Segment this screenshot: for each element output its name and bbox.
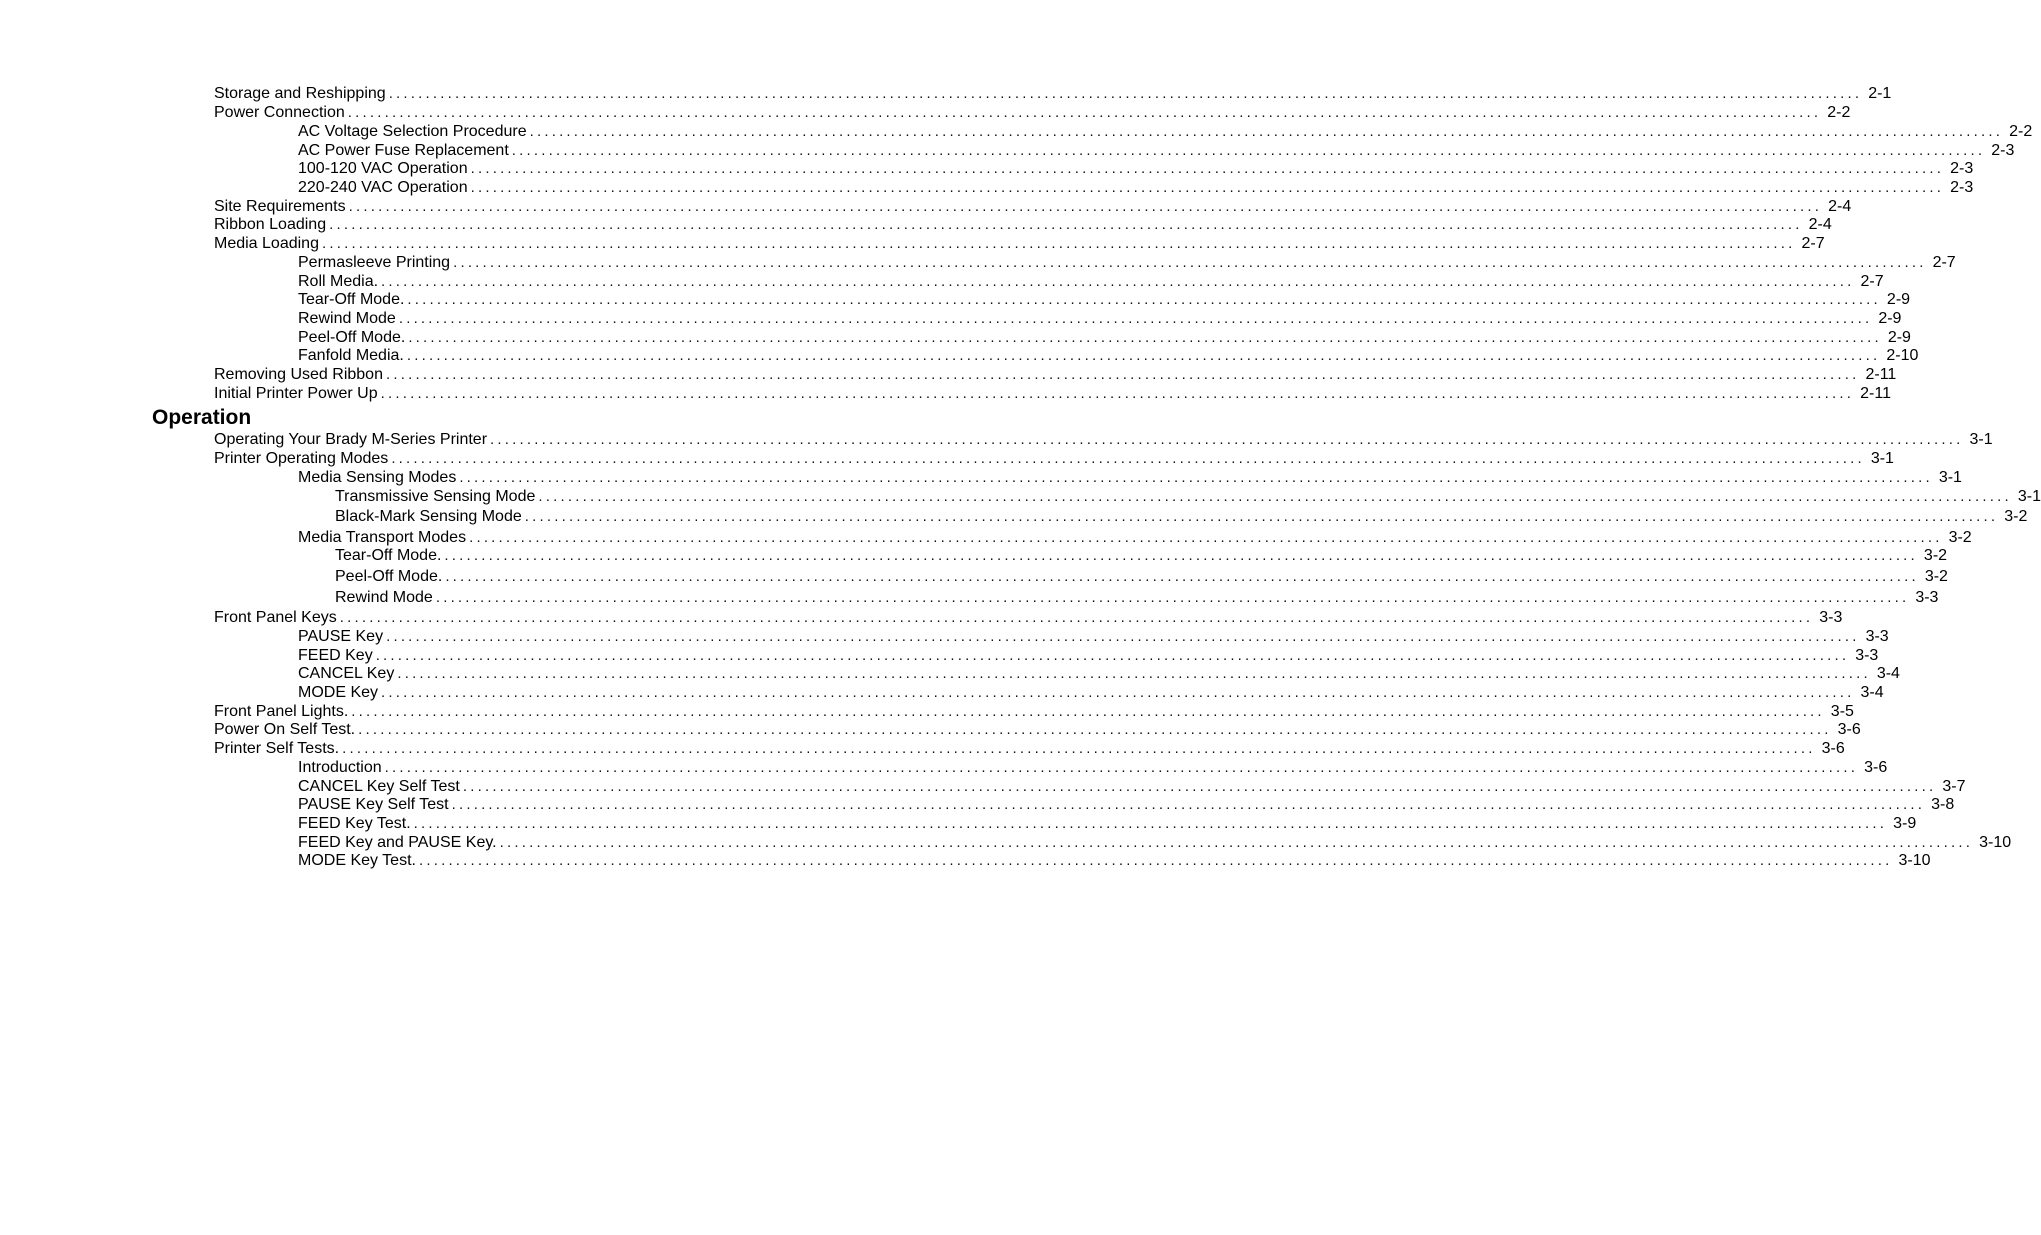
dot-leader: ........................................................................................................................................................................................................ — [451, 796, 1926, 813]
toc-entry[interactable] — [298, 683, 1884, 702]
toc-entry-page-number: 3-10 — [1979, 834, 2012, 851]
toc-entry[interactable] — [298, 122, 2033, 141]
section-heading: Operation — [152, 406, 252, 429]
toc-entry-page-number: 2-2 — [2009, 123, 2033, 140]
dot-leader: ........................................................................................................................................................................................................ — [386, 628, 1860, 645]
dot-leader: ........................................................................................................................................................................................................ — [470, 179, 1945, 196]
toc-entry-label: Peel-Off Mode. — [335, 568, 443, 585]
dot-leader: ........................................................................................................................................................................................................ — [408, 329, 1882, 346]
toc-entry-page-number: 3-4 — [1876, 665, 1900, 682]
toc-entry-label: Storage and Reshipping — [214, 85, 386, 102]
toc-entry-label: Power On Self Test. — [214, 721, 356, 738]
toc-entry-label: Media Loading — [214, 235, 319, 252]
dot-leader: ........................................................................................................................................................................................................ — [470, 160, 1945, 177]
toc-entry[interactable] — [335, 588, 1939, 607]
dot-leader: ........................................................................................................................................................................................................ — [397, 665, 1871, 682]
toc-entry[interactable] — [214, 84, 1892, 103]
toc-entry-page-number: 3-10 — [1898, 852, 1931, 869]
dot-leader: ........................................................................................................................................................................................................ — [435, 589, 1910, 606]
toc-entry-page-number: 2-7 — [1932, 254, 1956, 271]
toc-entry[interactable] — [335, 507, 2028, 526]
toc-entry[interactable] — [298, 328, 1911, 347]
dot-leader: ........................................................................................................................................................................................................ — [469, 529, 1943, 546]
dot-leader: ........................................................................................................................................................................................................ — [375, 647, 1850, 664]
dot-leader: ........................................................................................................................................................................................................ — [413, 815, 1888, 832]
toc-entry[interactable] — [298, 178, 1974, 197]
toc-entry[interactable] — [298, 814, 1917, 833]
toc-entry[interactable] — [298, 290, 1911, 309]
toc-entry-page-number: 3-2 — [2004, 508, 2028, 525]
toc-entry-label: FEED Key — [298, 647, 373, 664]
toc-entry-label: Tear-Off Mode. — [335, 547, 442, 564]
dot-leader: ........................................................................................................................................................................................................ — [329, 216, 1803, 233]
dot-leader: ........................................................................................................................................................................................................ — [538, 488, 2012, 505]
toc-entry[interactable] — [298, 253, 1956, 272]
toc-entry[interactable] — [214, 215, 1832, 234]
toc-entry-label: AC Voltage Selection Procedure — [298, 123, 527, 140]
toc-entry-label: Printer Self Tests. — [214, 740, 340, 757]
toc-entry-label: PAUSE Key — [298, 628, 384, 645]
toc-entry-label: Media Transport Modes — [298, 529, 467, 546]
toc-entry-label: FEED Key Test. — [298, 815, 411, 832]
toc-entry[interactable] — [214, 234, 1825, 253]
toc-entry[interactable] — [298, 833, 2012, 852]
dot-leader: ........................................................................................................................................................................................................ — [524, 508, 1999, 525]
toc-entry[interactable] — [214, 365, 1897, 384]
toc-entry[interactable] — [298, 758, 1888, 777]
toc-entry-label: Permasleeve Printing — [298, 254, 451, 271]
dot-leader: ........................................................................................................................................................................................................ — [459, 469, 1933, 486]
toc-entry-label: Front Panel Keys — [214, 609, 337, 626]
toc-entry[interactable] — [335, 546, 1948, 565]
toc-entry-page-number: 3-5 — [1830, 703, 1854, 720]
toc-entry[interactable] — [298, 528, 1972, 547]
dot-leader: ........................................................................................................................................................................................................ — [418, 852, 1893, 869]
dot-leader: ........................................................................................................................................................................................................ — [381, 684, 1855, 701]
dot-leader: ........................................................................................................................................................................................................ — [398, 310, 1873, 327]
toc-entry-page-number: 2-3 — [1950, 179, 1974, 196]
toc-entry-label: Tear-Off Mode. — [298, 291, 405, 308]
dot-leader: ........................................................................................................................................................................................................ — [445, 568, 1919, 585]
toc-entry-page-number: 3-3 — [1855, 647, 1879, 664]
toc-entry[interactable] — [298, 795, 1955, 814]
toc-entry[interactable] — [214, 720, 1861, 739]
toc-entry-page-number: 3-4 — [1860, 684, 1884, 701]
toc-entry[interactable] — [335, 487, 2041, 506]
toc-entry-page-number: 3-1 — [2017, 488, 2041, 505]
toc-entry-label: 220-240 VAC Operation — [298, 179, 468, 196]
toc-entry[interactable] — [298, 346, 1919, 365]
toc-entry-page-number: 2-7 — [1860, 273, 1884, 290]
toc-entry-page-number: 3-6 — [1864, 759, 1888, 776]
toc-entry-page-number: 3-3 — [1915, 589, 1939, 606]
toc-entry-label: Initial Printer Power Up — [214, 385, 378, 402]
toc-entry-page-number: 2-9 — [1878, 310, 1902, 327]
toc-entry-page-number: 2-10 — [1886, 347, 1919, 364]
toc-entry[interactable] — [214, 702, 1854, 721]
toc-entry-label: Roll Media. — [298, 273, 379, 290]
toc-entry-page-number: 3-2 — [1924, 568, 1948, 585]
dot-leader: ........................................................................................................................................................................................................ — [347, 104, 1822, 121]
toc-entry-label: Operating Your Brady M-Series Printer — [214, 431, 488, 448]
toc-entry-page-number: 3-3 — [1819, 609, 1843, 626]
dot-leader: ........................................................................................................................................................................................................ — [385, 366, 1860, 383]
toc-entry-label: CANCEL Key — [298, 665, 395, 682]
toc-entry-label: Fanfold Media. — [298, 347, 404, 364]
dot-leader: ........................................................................................................................................................................................................ — [380, 385, 1855, 402]
dot-leader: ........................................................................................................................................................................................................ — [342, 740, 1816, 757]
toc-entry-label: AC Power Fuse Replacement — [298, 142, 509, 159]
dot-leader: ........................................................................................................................................................................................................ — [391, 450, 1865, 467]
toc-entry-page-number: 3-7 — [1942, 778, 1966, 795]
toc-entry-page-number: 3-1 — [1938, 469, 1962, 486]
toc-entry[interactable] — [214, 449, 1894, 468]
toc-entry-page-number: 2-9 — [1886, 291, 1911, 308]
dot-leader: ........................................................................................................................................................................................................ — [381, 273, 1855, 290]
toc-entry-page-number: 3-6 — [1837, 721, 1861, 738]
dot-leader: ........................................................................................................................................................................................................ — [358, 721, 1832, 738]
toc-entry-page-number: 3-2 — [1948, 529, 1972, 546]
toc-entry-page-number: 3-8 — [1931, 796, 1955, 813]
dot-leader: ........................................................................................................................................................................................................ — [348, 198, 1823, 215]
dot-leader: ........................................................................................................................................................................................................ — [511, 142, 1986, 159]
toc-entry-label: MODE Key — [298, 684, 379, 701]
toc-entry-label: Peel-Off Mode. — [298, 329, 406, 346]
dot-leader: ........................................................................................................................................................................................................ — [462, 778, 1937, 795]
toc-entry[interactable] — [214, 608, 1843, 627]
toc-entry[interactable] — [298, 309, 1902, 328]
dot-leader: ........................................................................................................................................................................................................ — [351, 703, 1825, 720]
dot-leader: ........................................................................................................................................................................................................ — [490, 431, 1964, 448]
toc-entry-page-number: 2-11 — [1860, 385, 1891, 402]
toc-entry-page-number: 3-9 — [1893, 815, 1917, 832]
toc-entry-page-number: 2-9 — [1887, 329, 1911, 346]
toc-entry-label: FEED Key and PAUSE Key. — [298, 834, 497, 851]
toc-entry-label: Ribbon Loading — [214, 216, 327, 233]
toc-entry-page-number: 3-6 — [1821, 740, 1845, 757]
toc-entry-label: Transmissive Sensing Mode — [335, 488, 536, 505]
dot-leader: ........................................................................................................................................................................................................ — [407, 291, 1881, 308]
dot-leader: ........................................................................................................................................................................................................ — [444, 547, 1918, 564]
toc-entry-page-number: 2-7 — [1801, 235, 1825, 252]
toc-entry-label: Printer Operating Modes — [214, 450, 389, 467]
toc-entry[interactable] — [298, 777, 1966, 796]
toc-entry[interactable] — [298, 141, 2015, 160]
toc-entry[interactable] — [335, 567, 1948, 586]
toc-entry-label: Black-Mark Sensing Mode — [335, 508, 522, 525]
toc-entry-label: Rewind Mode — [335, 589, 433, 606]
toc-entry-label: CANCEL Key Self Test — [298, 778, 460, 795]
dot-leader: ........................................................................................................................................................................................................ — [529, 123, 2004, 140]
toc-entry-page-number: 3-3 — [1865, 628, 1889, 645]
toc-entry-page-number: 2-3 — [1950, 160, 1974, 177]
toc-entry-page-number: 3-1 — [1969, 431, 1993, 448]
toc-entry[interactable] — [214, 430, 1993, 449]
toc-entry[interactable] — [298, 468, 1962, 487]
toc-entry[interactable] — [214, 384, 1891, 403]
toc-entry-page-number: 2-1 — [1868, 85, 1892, 102]
toc-entry-label: MODE Key Test. — [298, 852, 416, 869]
toc-entry-page-number: 3-1 — [1870, 450, 1894, 467]
dot-leader: ........................................................................................................................................................................................................ — [453, 254, 1927, 271]
toc-entry-label: Removing Used Ribbon — [214, 366, 383, 383]
dot-leader: ........................................................................................................................................................................................................ — [339, 609, 1814, 626]
toc-entry[interactable] — [298, 272, 1884, 291]
toc-entry[interactable] — [298, 646, 1879, 665]
toc-entry[interactable] — [214, 197, 1852, 216]
toc-entry-label: Rewind Mode — [298, 310, 396, 327]
dot-leader: ........................................................................................................................................................................................................ — [388, 85, 1863, 102]
toc-entry-page-number: 2-4 — [1828, 198, 1852, 215]
toc-entry-label: Front Panel Lights. — [214, 703, 349, 720]
toc-entry[interactable] — [214, 739, 1845, 758]
dot-leader: ........................................................................................................................................................................................................ — [321, 235, 1796, 252]
toc-entry-label: Power Connection — [214, 104, 345, 121]
toc-entry-label: Media Sensing Modes — [298, 469, 457, 486]
toc-entry[interactable] — [298, 159, 1974, 178]
toc-entry[interactable] — [298, 664, 1900, 683]
toc-entry-label: Site Requirements — [214, 198, 346, 215]
toc-entry-label: Introduction — [298, 759, 382, 776]
toc-entry[interactable] — [298, 627, 1889, 646]
dot-leader: ........................................................................................................................................................................................................ — [499, 834, 1974, 851]
dot-leader: ........................................................................................................................................................................................................ — [384, 759, 1859, 776]
toc-entry-page-number: 2-2 — [1827, 104, 1851, 121]
toc-entry-label: PAUSE Key Self Test — [298, 796, 449, 813]
toc-entry[interactable] — [214, 103, 1851, 122]
toc-entry-page-number: 2-3 — [1991, 142, 2015, 159]
toc-entry[interactable] — [298, 851, 1931, 870]
dot-leader: ........................................................................................................................................................................................................ — [406, 347, 1881, 364]
toc-entry-page-number: 2-4 — [1808, 216, 1832, 233]
toc-entry-page-number: 2-11 — [1865, 366, 1897, 383]
toc-entry-page-number: 3-2 — [1923, 547, 1948, 564]
toc-entry-label: 100-120 VAC Operation — [298, 160, 468, 177]
